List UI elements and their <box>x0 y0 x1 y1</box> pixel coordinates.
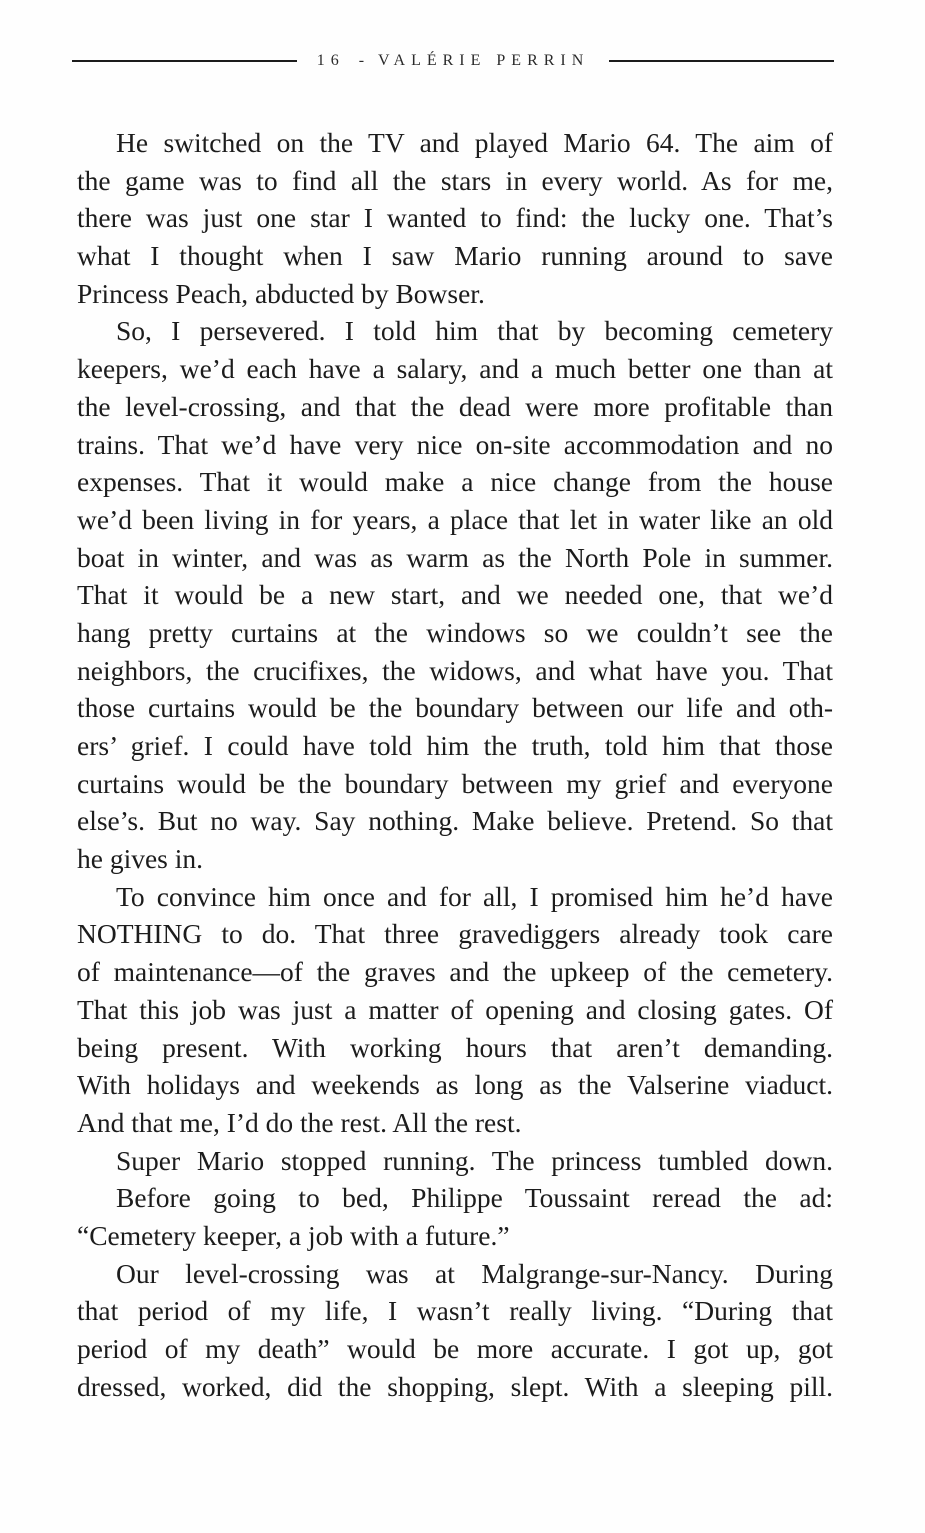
text-line: expenses. That it would make a nice change from the house <box>77 466 833 498</box>
header-text <box>297 52 610 70</box>
text-line: curtains would be the boundary between my grief and everyone <box>77 767 833 799</box>
text-line: he gives in. <box>77 843 204 875</box>
text-line: neighbors, the crucifixes, the widows, and what have you. That <box>77 654 833 686</box>
text-line: else’s. But no way. Say nothing. Make believe. Pretend. So that <box>77 805 833 837</box>
text-line: And that me, I’d do the rest. All the rest. <box>77 1106 522 1138</box>
text-line: Princess Peach, abducted by Bowser. <box>77 277 485 309</box>
text-line: that period of my life, I wasn’t really living. “During that <box>77 1295 833 1327</box>
text-line: the game was to find all the stars in every world. As for me, <box>77 164 833 196</box>
text-line: NOTHING to do. That three gravediggers already took care <box>77 918 833 950</box>
text-line: “Cemetery keeper, a job with a future.” <box>77 1219 510 1251</box>
text-line: Our level-crossing was at Malgrange-sur-Nancy. During <box>116 1257 833 1289</box>
text-line: being present. With working hours that aren’t demanding. <box>77 1031 833 1063</box>
text-line: keepers, we’d each have a salary, and a much better one than at <box>77 353 833 385</box>
header-rule-left <box>72 60 297 62</box>
text-line: period of my death” would be more accurate. I got up, got <box>77 1333 833 1364</box>
text-line: dressed, worked, did the shopping, slept. With a sleeping pill. <box>77 1370 833 1402</box>
text-line: He switched on the TV and played Mario 64. The aim of <box>116 127 833 158</box>
text-line: the level-crossing, and that the dead were more profitable than <box>77 390 833 422</box>
text-line: of maintenance—of the graves and the upkeep of the cemetery. <box>77 956 833 988</box>
text-line: we’d been living in for years, a place that let in water like an old <box>77 503 833 535</box>
page-number: 16 <box>316 52 345 69</box>
text-line: Super Mario stopped running. The princess tumbled down. <box>116 1144 833 1176</box>
text-line: Before going to bed, Philippe Toussaint reread the ad: <box>116 1182 833 1214</box>
text-line: boat in winter, and was as warm as the North Pole in summer. <box>77 541 833 573</box>
text-line: hang pretty curtains at the windows so we couldn’t see the <box>77 616 833 648</box>
text-line: That this job was just a matter of opening and closing gates. Of <box>77 993 833 1025</box>
text-line: That it would be a new start, and we needed one, that we’d <box>77 579 833 611</box>
text-line: trains. That we’d have very nice on-site accommodation and no <box>77 428 833 460</box>
text-line: To convince him once and for all, I promised him he’d have <box>116 880 833 912</box>
header-rule-right <box>609 60 834 62</box>
text-line: there was just one star I wanted to find: the lucky one. That’s <box>77 202 833 234</box>
text-line: So, I persevered. I told him that by becoming cemetery <box>116 315 833 347</box>
author-name: VALÉRIE PERRIN <box>378 52 590 69</box>
text-line: what I thought when I saw Mario running around to save <box>77 240 833 272</box>
running-header <box>72 48 834 74</box>
text-line: those curtains would be the boundary between our life and oth- <box>77 692 833 724</box>
text-line: With holidays and weekends as long as the Valserine viaduct. <box>77 1069 833 1101</box>
header-separator: - <box>358 52 365 69</box>
body-text <box>77 124 833 1405</box>
text-line: ers’ grief. I could have told him the truth, told him that those <box>77 730 833 761</box>
